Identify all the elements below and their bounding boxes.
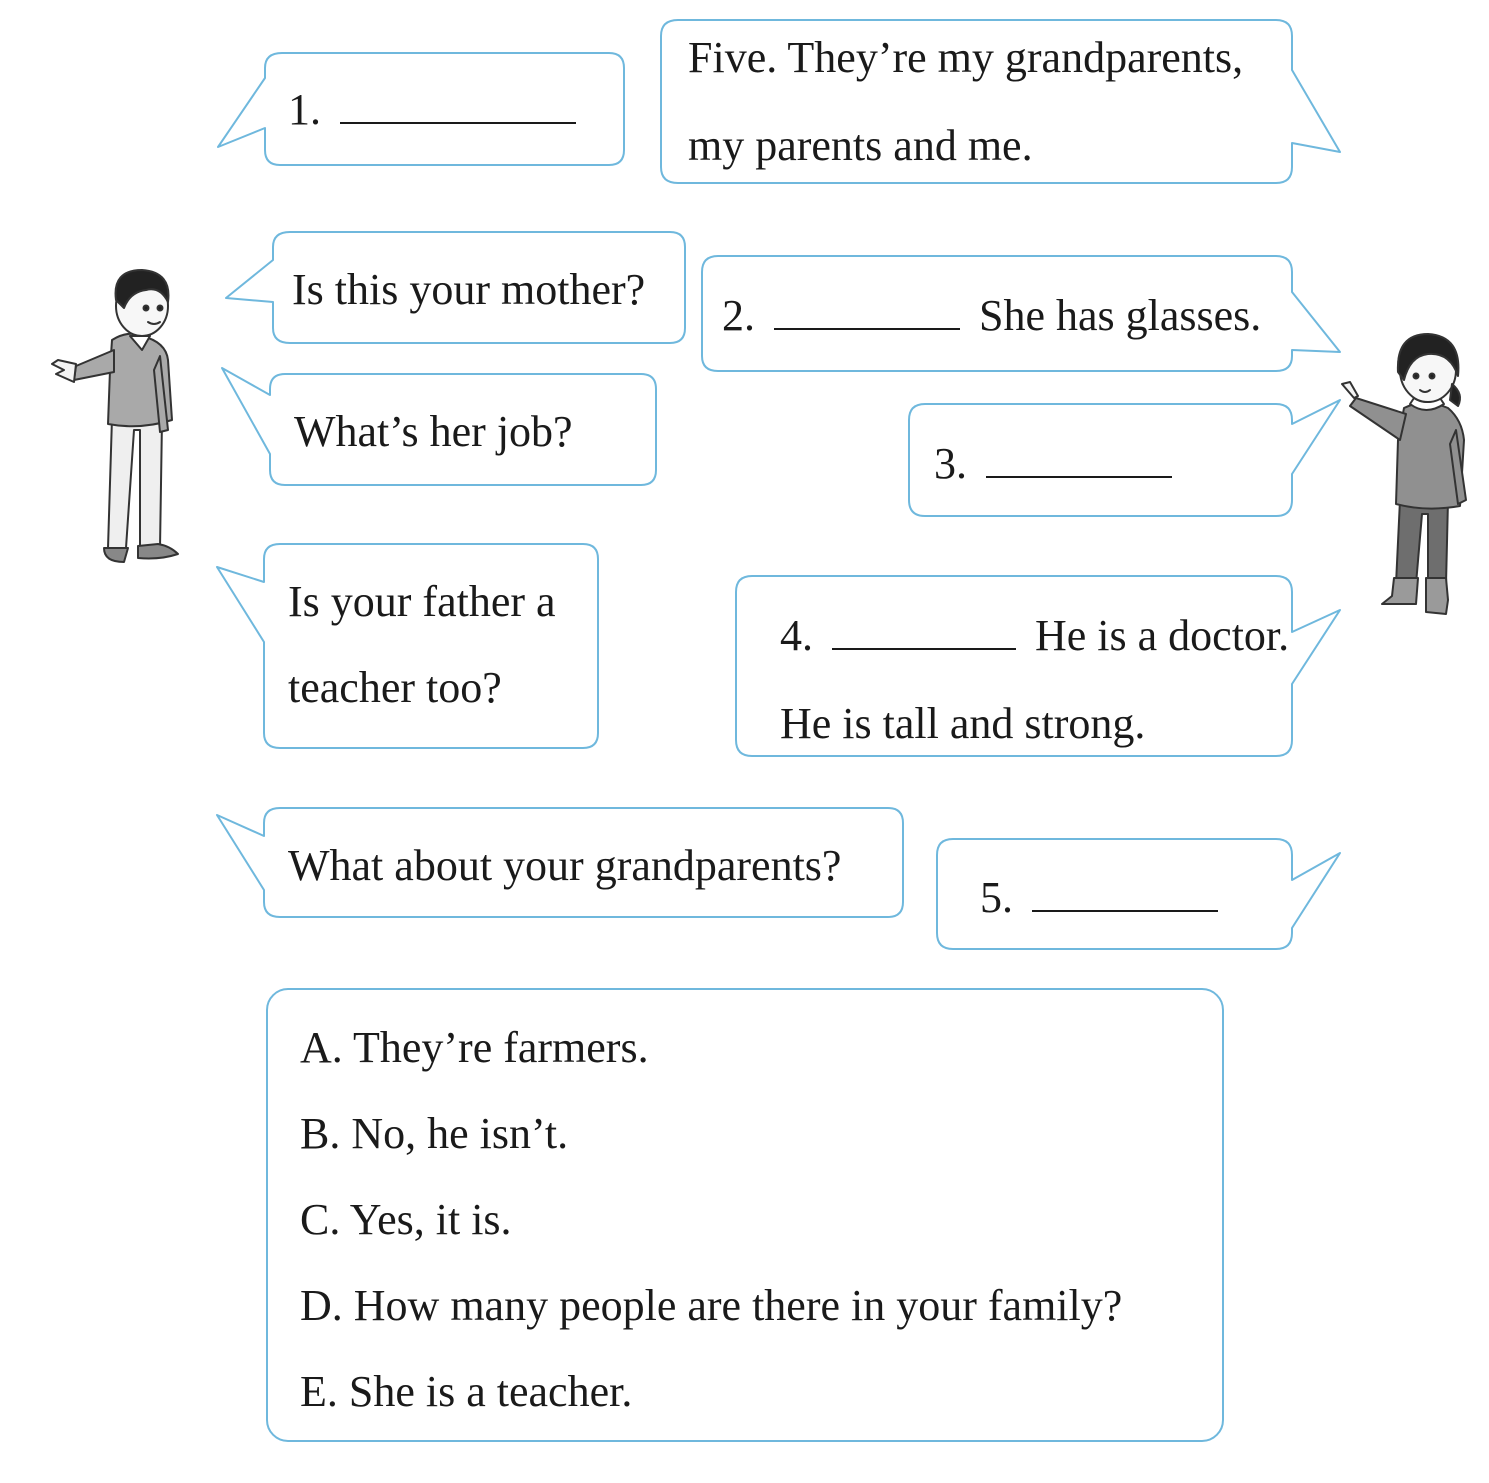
girl-icon [1342, 334, 1466, 614]
boy-icon [52, 270, 178, 562]
bubble-4-line2: He is tall and strong. [780, 699, 1146, 748]
bubble-five-line2: my parents and me. [688, 121, 1033, 170]
bubble-mother-text: Is this your mother? [292, 265, 646, 314]
answer-blank-5[interactable] [1032, 910, 1218, 912]
bubble-job-text: What’s her job? [294, 407, 573, 456]
choice-a: A. They’re farmers. [300, 1023, 649, 1072]
bubble-father-line2: teacher too? [288, 663, 502, 712]
answer-blank-4[interactable] [832, 648, 1016, 650]
answer-blank-1[interactable] [340, 122, 576, 124]
bubble-five-line1: Five. They’re my grandparents, [688, 33, 1244, 82]
bubble-grand-text: What about your grandparents? [288, 841, 842, 890]
bubble-4-line1: 4. He is a doctor. [780, 611, 1290, 660]
bubble-5-text: 5. [980, 876, 1218, 920]
choice-b: B. No, he isn’t. [300, 1109, 569, 1158]
bubble-1-text: 1. [288, 88, 576, 132]
choice-e: E. She is a teacher. [300, 1367, 633, 1416]
choice-d: D. How many people are there in your family? [300, 1281, 1123, 1330]
bubble-father-outline [217, 544, 598, 748]
answer-blank-3[interactable] [986, 476, 1172, 478]
bubble-2-text: 2. She has glasses. [722, 291, 1262, 340]
bubble-father-line1: Is your father a [288, 577, 556, 626]
choice-c: C. Yes, it is. [300, 1195, 512, 1244]
choices-box [266, 988, 1224, 1442]
answer-blank-2[interactable] [774, 328, 960, 330]
bubble-3-text: 3. [934, 442, 1172, 486]
